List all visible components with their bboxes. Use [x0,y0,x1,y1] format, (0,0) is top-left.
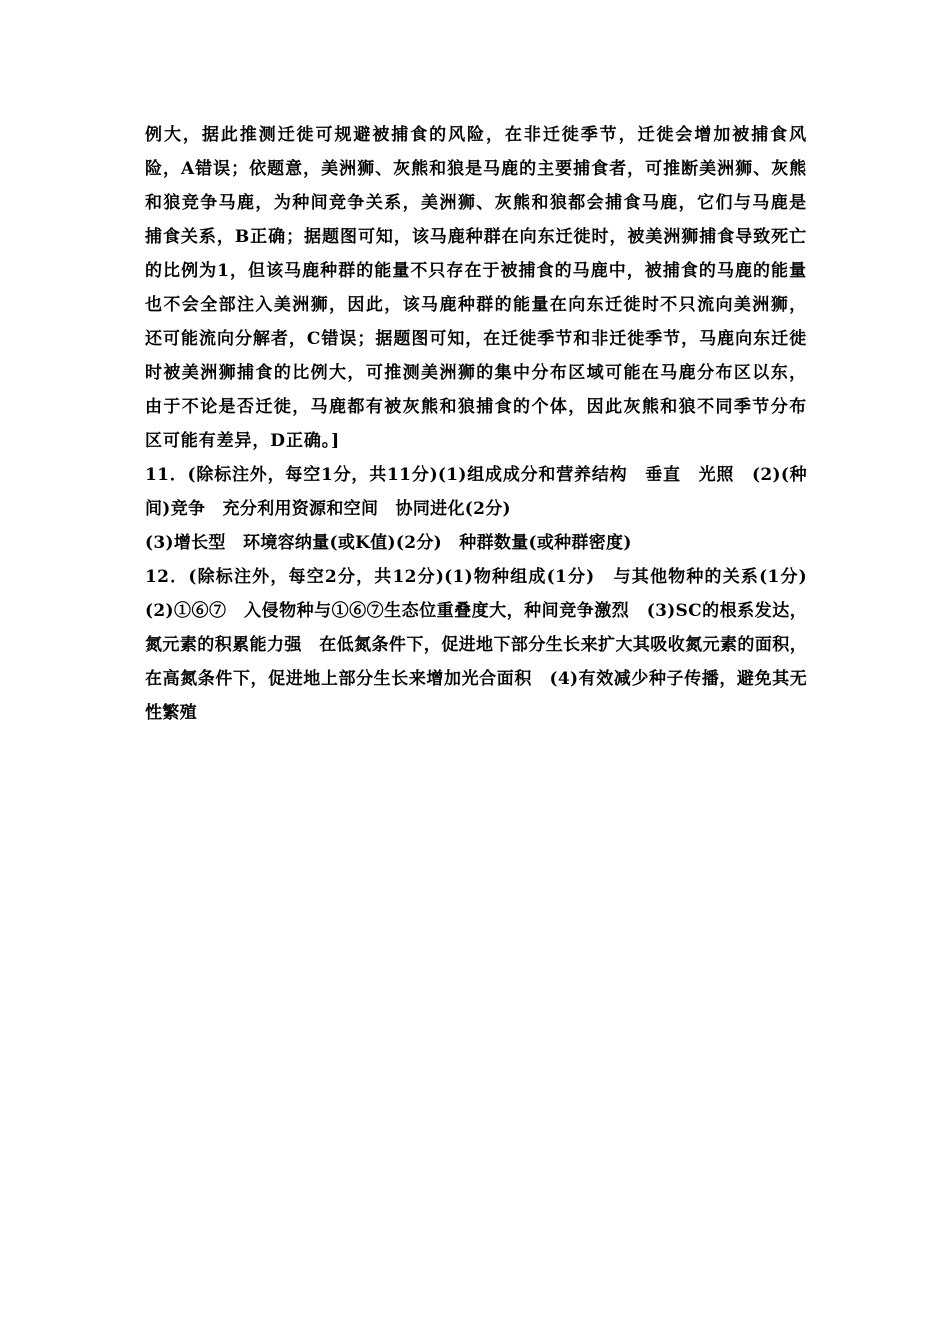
answer-content [145,118,825,730]
answer-11-continuation-paragraph: (3)增长型 环境容纳量(或K值)(2分) 种群数量(或种群密度) [145,533,632,553]
explanation-paragraph: 例大，据此推测迁徙可规避被捕食的风险，在非迁徙季节，迁徙会增加被捕食风险，A错误；依题意，美洲狮、灰熊和狼是马鹿的主要捕食者，可推断美洲狮、灰熊和狼竞争马鹿，为种间竞争关系，美洲狮、灰熊和狼都会捕食马鹿，它们与马鹿是捕食关系，B正确；据题图可知，该马鹿种群在向东迁徙时，被美洲狮捕食导致死亡的比例为1，但该马鹿种群的能量不只存在于被捕食的马鹿中，被捕食的马鹿的能量也不会全部注入美洲狮，因此，该马鹿种群的能量在向东迁徙时不只流向美洲狮，还可能流向分解者，C错误；据题图可知，在迁徙季节和非迁徙季节，马鹿向东迁徙时被美洲狮捕食的比例大，可推测美洲狮的集中分布区域可能在马鹿分布区以东，由于不论是否迁徙，马鹿都有被灰熊和狼捕食的个体，因此灰熊和狼不同季节分布区可能有差异，D正确。] [145,125,807,451]
answer-12-paragraph: 12．(除标注外，每空2分，共12分)(1)物种组成(1分) 与其他物种的关系(1分) (2)①⑥⑦ 入侵物种与①⑥⑦生态位重叠度大，种间竞争激烈 (3)SC的根系发达，氮元素的积累能力强 在低氮条件下，促进地下部分生长来扩大其吸收氮元素的面积，在高氮条件下，促进地上部分生长来增加光合面积 (4)有效减少种子传播，避免其无性繁殖 [145,567,825,723]
answer-11-paragraph: 11．(除标注外，每空1分，共11分)(1)组成成分和营养结构 垂直 光照 (2)(种间)竞争 充分利用资源和空间 协同进化(2分) [145,465,807,519]
